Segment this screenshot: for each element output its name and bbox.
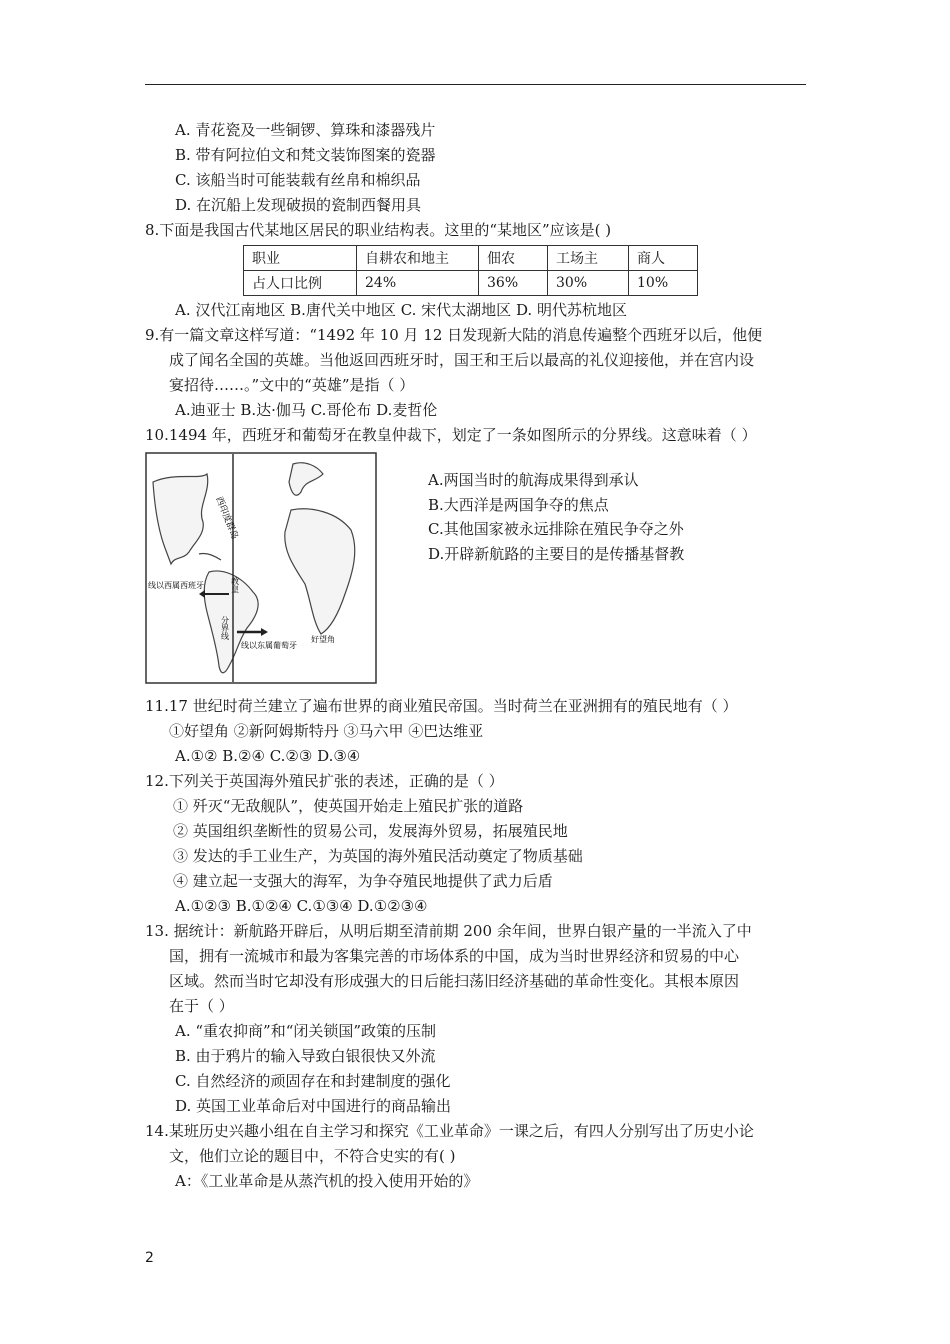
q8-stem: 8.下面是我国古代某地区居民的职业结构表。这里的“某地区”应该是( ) (145, 221, 612, 239)
demarcation-line-map (145, 452, 377, 684)
q7-option-d: D. 在沉船上发现破损的瓷制西餐用具 (175, 196, 422, 214)
q13-option-d: D. 英国工业革命后对中国进行的商品输出 (175, 1097, 452, 1115)
q14-stem-line-2: 文，他们立论的题目中，不符合史实的有( ) (169, 1147, 456, 1165)
q9-stem-line-1: 9.有一篇文章这样写道：“1492 年 10 月 12 日发现新大陆的消息传遍整个西班牙以后，他便 (145, 326, 763, 344)
table-cell: 自耕农和地主 (357, 246, 479, 271)
q13-option-a: A. “重农抑商”和“闭关锁国”政策的压制 (175, 1022, 437, 1040)
table-cell: 占人口比例 (244, 271, 357, 296)
q9-options: A.迪亚士 B.达·伽马 C.哥伦布 D.麦哲伦 (175, 401, 438, 419)
q9-stem-line-3: 宴招待……。”文中的“英雄”是指（ ） (169, 376, 415, 394)
q13-stem-line-2: 国，拥有一流城市和最为客集完善的市场体系的中国，成为当时世界经济和贸易的中心 (169, 947, 740, 965)
question-13 (145, 919, 806, 1119)
question-7-options (145, 118, 806, 218)
q13-option-b: B. 由于鸦片的输入导致白银很快又外流 (175, 1047, 436, 1065)
question-14 (145, 1119, 806, 1194)
table-cell: 工场主 (548, 246, 629, 271)
question-10 (145, 423, 806, 690)
label-pope: 教皇 (230, 577, 240, 593)
q10-figure-block (145, 452, 806, 690)
q12-item-3: ③ 发达的手工业生产，为英国的海外殖民活动奠定了物质基础 (173, 847, 583, 865)
table-cell: 职业 (244, 246, 357, 271)
table-cell: 10% (629, 271, 698, 296)
q10-option-b: B.大西洋是两国争夺的焦点 (428, 495, 609, 514)
q8-options: A. 汉代江南地区 B.唐代关中地区 C. 宋代太湖地区 D. 明代苏杭地区 (175, 301, 627, 319)
q12-options: A.①②③ B.①②④ C.①③④ D.①②③④ (175, 897, 428, 915)
q10-option-d: D.开辟新航路的主要目的是传播基督教 (428, 544, 685, 563)
q10-option-a: A.两国当时的航海成果得到承认 (428, 471, 639, 489)
q11-options: A.①② B.②④ C.②③ D.③④ (175, 747, 361, 765)
table-cell: 佃农 (479, 246, 548, 271)
q14-option-a: A：《工业革命是从蒸汽机的投入使用开始的》 (175, 1172, 479, 1190)
question-8 (145, 218, 806, 323)
q14-stem-line-1: 14.某班历史兴趣小组在自主学习和探究《工业革命》一课之后，有四人分别写出了历史小论 (145, 1122, 754, 1140)
q7-option-b: B. 带有阿拉伯文和梵文装饰图案的瓷器 (175, 146, 436, 164)
q10-option-c: C.其他国家被永远排除在殖民争夺之外 (428, 520, 684, 538)
q12-stem: 12.下列关于英国海外殖民扩张的表述，正确的是（ ） (145, 772, 504, 790)
q12-item-2: ② 英国组织垄断性的贸易公司，发展海外贸易，拓展殖民地 (173, 822, 568, 840)
occupation-table (243, 245, 698, 296)
table-cell: 24% (357, 271, 479, 296)
table-cell: 商人 (629, 246, 698, 271)
q11-stem: 11.17 世纪时荷兰建立了遍布世界的商业殖民帝国。当时荷兰在亚洲拥有的殖民地有（ ） (145, 697, 738, 715)
label-west-indies: 西印度群岛 (213, 495, 240, 541)
table-cell: 36% (479, 271, 548, 296)
table-cell: 30% (548, 271, 629, 296)
label-cape-of-good-hope: 好望角 (311, 635, 335, 644)
q10-stem: 10.1494 年，西班牙和葡萄牙在教皇仲裁下，划定了一条如图所示的分界线。这意味着（ ） (145, 426, 757, 444)
q12-item-1: ① 歼灭“无敌舰队”，使英国开始走上殖民扩张的道路 (173, 797, 524, 815)
header-rule (145, 84, 806, 85)
label-demarcation-line: 分界线 (220, 616, 230, 640)
table-row (244, 271, 698, 296)
q12-item-4: ④ 建立起一支强大的海军，为争夺殖民地提供了武力后盾 (173, 872, 553, 890)
question-9 (145, 323, 806, 423)
question-11 (145, 694, 806, 769)
table-header-row (244, 246, 698, 271)
exam-page (145, 118, 806, 1194)
label-east-portugal: 线以东属葡萄牙 (241, 641, 297, 650)
q13-option-c: C. 自然经济的顽固存在和封建制度的强化 (175, 1072, 451, 1090)
q9-stem-line-2: 成了闻名全国的英雄。当他返回西班牙时，国王和王后以最高的礼仪迎接他，并在宫内设 (169, 351, 755, 369)
question-12 (145, 769, 806, 919)
q10-options (428, 468, 684, 566)
q13-stem-line-3: 区域。然而当时它却没有形成强大的日后能扫荡旧经济基础的革命性变化。其根本原因 (169, 972, 740, 990)
page-number: 2 (145, 1250, 154, 1266)
label-west-spain: 线以西属西班牙 (148, 581, 204, 590)
q13-stem-line-1: 13. 据统计：新航路开辟后，从明后期至清前期 200 余年间，世界白银产量的一半流入了中 (145, 922, 752, 940)
q7-option-a: A. 青花瓷及一些铜锣、算珠和漆器残片 (175, 121, 436, 139)
q11-items: ①好望角 ②新阿姆斯特丹 ③马六甲 ④巴达维亚 (169, 722, 484, 740)
q13-stem-line-4: 在于（ ） (169, 997, 234, 1015)
q7-option-c: C. 该船当时可能装载有丝帛和棉织品 (175, 171, 421, 189)
